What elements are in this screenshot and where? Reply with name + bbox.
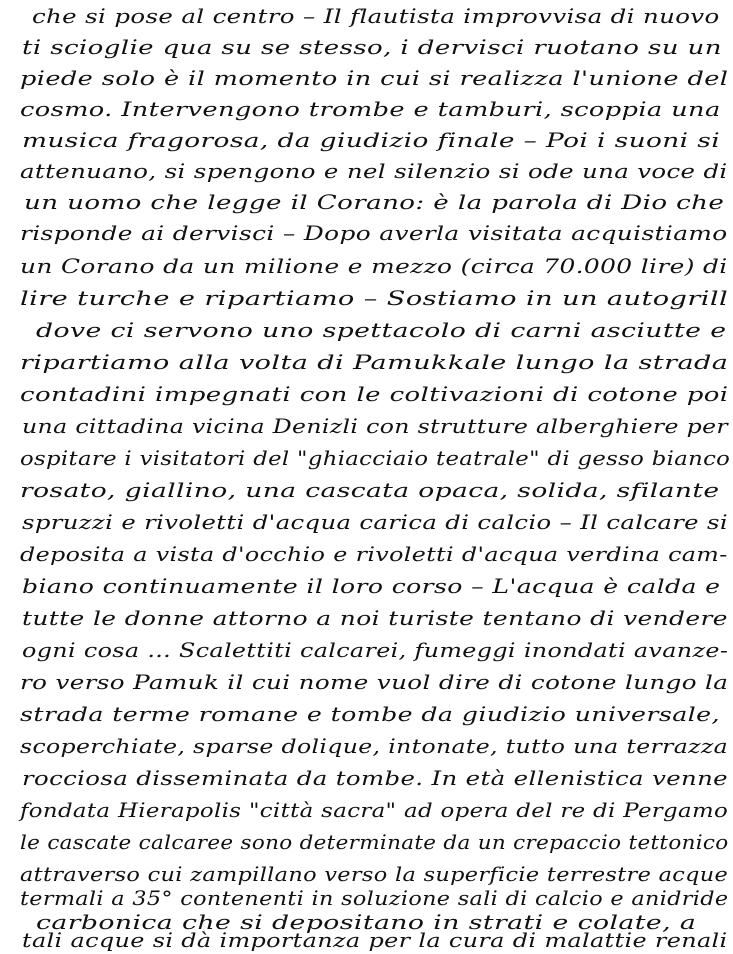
- text-line: tutte le donne attorno a noi turiste tentano di vendere: [22, 606, 728, 630]
- text-line: dove ci servono uno spettacolo di carni asciutte e: [36, 318, 727, 342]
- text-line: ti scioglie qua su se stesso, i dervisci ruotano su un: [22, 35, 722, 59]
- text-line: biano continuamente il loro corso – L'acqua è calda e: [22, 574, 721, 598]
- text-line: termali a 35° contenenti in soluzione sali di calcio e anidride: [20, 886, 729, 910]
- text-line: contadini impegnati con le coltivazioni di cotone poi: [20, 382, 729, 406]
- text-line: attraverso cui zampillano verso la superficie terrestre acque: [20, 862, 729, 886]
- text-line: risponde ai dervisci – Dopo averla visitata acquistiamo: [20, 221, 728, 245]
- text-line: ospitare i visitatori del "ghiacciaio teatrale" di gesso bianco: [20, 446, 731, 470]
- text-line: ripartiamo alla volta di Pamukkale lungo la strada: [20, 350, 729, 374]
- text-line: ogni cosa ... Scalettiti calcarei, fumeggi inondati avanze-: [22, 638, 729, 662]
- text-line: rocciosa disseminata da tombe. In età ellenistica venne: [22, 766, 728, 790]
- text-line: ro verso Pamuk il cui nome vuol dire di cotone lungo la: [20, 670, 729, 694]
- text-line: deposita a vista d'occhio e rivoletti d'acqua verdina cam-: [20, 542, 728, 566]
- text-line: tali acque si dà importanza per la cura di malattie renali: [22, 928, 728, 952]
- text-line: musica fragorosa, da giudizio finale – Poi i suoni si: [22, 128, 721, 152]
- text-line: lire turche e ripartiamo – Sostiamo in un autogrill: [20, 286, 729, 310]
- text-line: piede solo è il momento in cui si realizza l'unione del: [20, 66, 729, 90]
- text-line: che si pose al centro – Il flautista improvvisa di nuovo: [32, 4, 720, 28]
- text-line: strada terme romane e tombe da giudizio universale,: [20, 702, 720, 726]
- text-line: rosato, giallino, una cascata opaca, solida, sfilante: [20, 478, 720, 502]
- text-line: scoperchiate, sparse dolique, intonate, tutto una terrazza: [20, 734, 729, 758]
- text-line: un uomo che legge il Corano: è la parola di Dio che: [24, 190, 725, 214]
- text-line: un Corano da un milione e mezzo (circa 70.000 lire) di: [20, 254, 728, 278]
- text-line: le cascate calcaree sono determinate da un crepaccio tettonico: [20, 830, 729, 854]
- text-line: cosmo. Intervengono trombe e tamburi, scoppia una: [20, 97, 721, 121]
- text-line: spruzzi e rivoletti d'acqua carica di calcio – Il calcare si: [22, 510, 728, 534]
- text-line: una cittadina vicina Denizli con strutture alberghiere per: [22, 414, 729, 438]
- text-line: fondata Hierapolis "città sacra" ad opera del re di Pergamo: [20, 798, 729, 822]
- text-line: carbonica che si depositano in strati e colate, a: [36, 910, 697, 934]
- text-line: attenuano, si spengono e nel silenzio si ode una voce di: [20, 159, 728, 183]
